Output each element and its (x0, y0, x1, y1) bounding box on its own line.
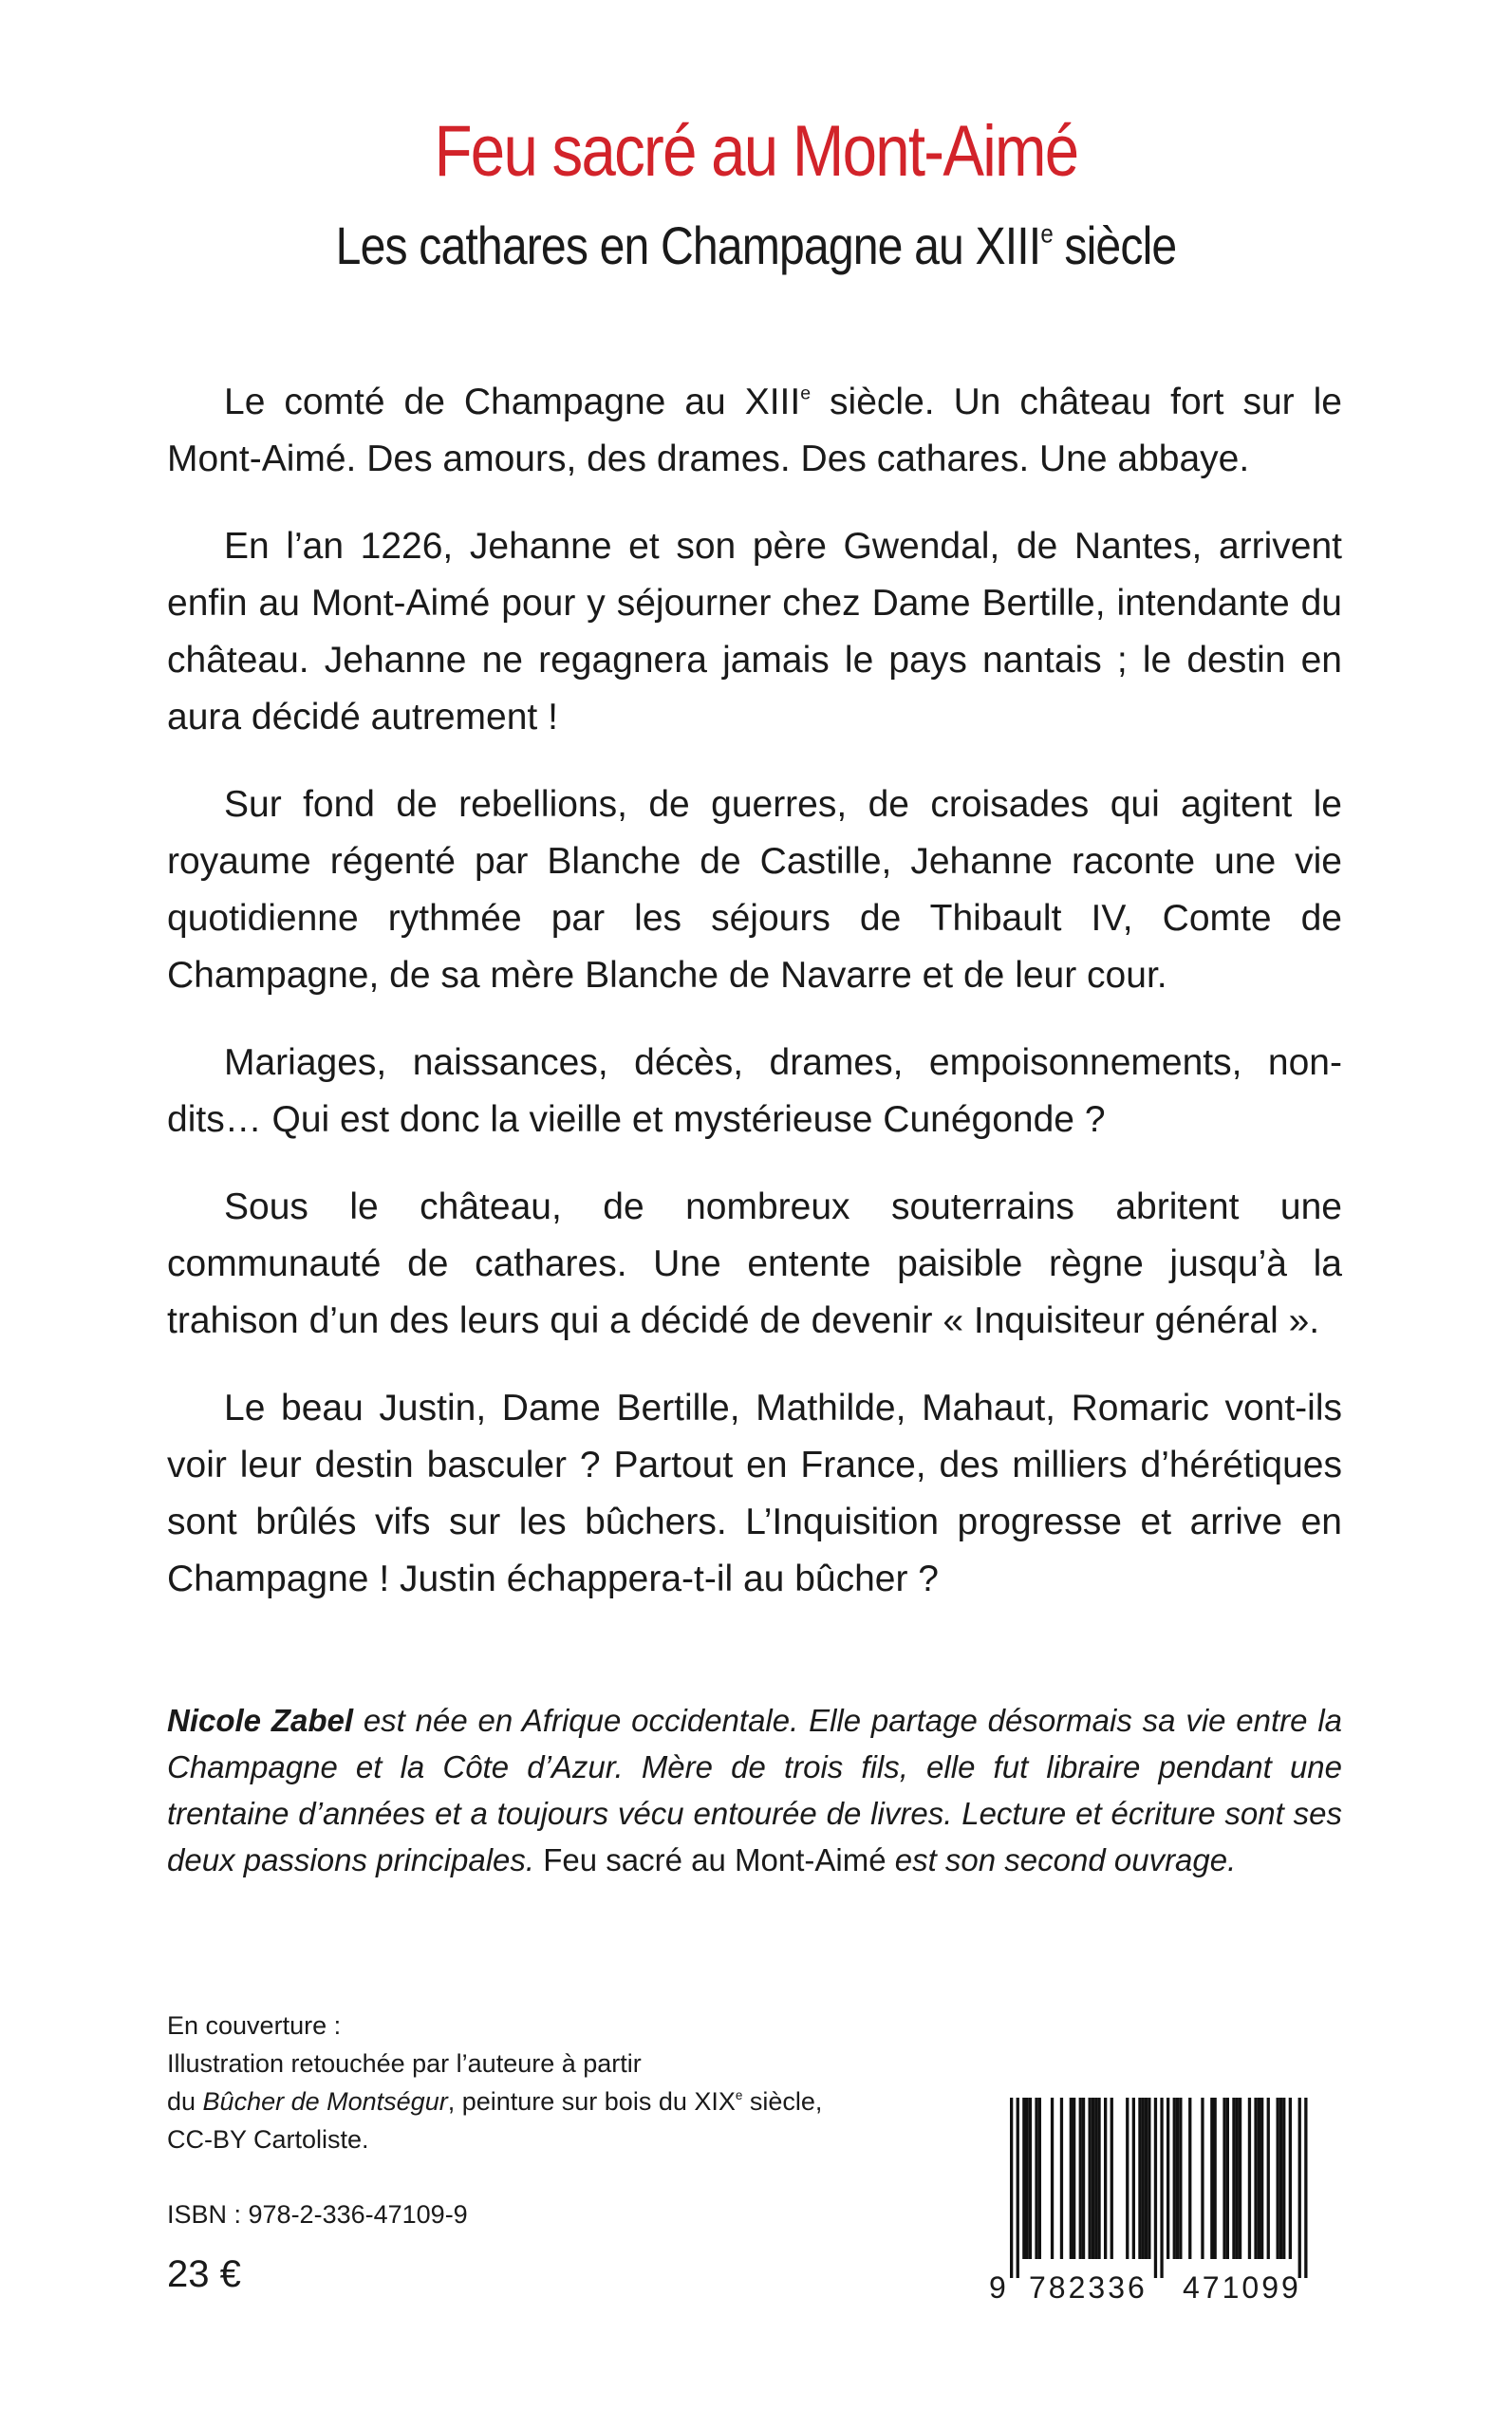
barcode-digits: 9 782336 471099 (989, 2270, 1301, 2305)
barcode-bar (1145, 2098, 1148, 2259)
barcode-bar (1079, 2098, 1082, 2259)
barcode-bar (1236, 2098, 1239, 2259)
blurb-paragraph: Le comté de Champagne au XIIIe siècle. Un château fort sur le Mont-Aimé. Des amours, des drames. Des cathares. Une abbaye. (167, 382, 1342, 479)
barcode-bar (1142, 2098, 1145, 2259)
barcode-bar (1267, 2098, 1270, 2259)
barcode-bar (1176, 2098, 1179, 2259)
barcode-bar (1082, 2098, 1085, 2259)
barcode-bar (1167, 2098, 1169, 2259)
barcode-bar (1201, 2098, 1204, 2259)
blurb-paragraph: Sous le château, de nombreux souterrains abritent une communauté de cathares. Une entente paisible règne jusqu’à la trahison d’un des leurs qui a décidé de devenir « Inquisiteur général ». (167, 1186, 1342, 1341)
barcode-bar (1094, 2098, 1097, 2259)
barcode-bar (1154, 2098, 1157, 2278)
barcode-bar (1138, 2098, 1141, 2259)
barcode-bar (1070, 2098, 1073, 2259)
cover-credits: En couverture : Illustration retouchée par l’auteure à partir du Bûcher de Montségur, peinture sur bois du XIXe siècle, CC-BY Cartoliste. (167, 2011, 823, 2154)
barcode-bar (1282, 2098, 1285, 2259)
barcode-bar (1298, 2098, 1301, 2278)
barcode-bar (1035, 2098, 1037, 2259)
barcode-bar (1304, 2098, 1307, 2278)
back-cover-blurb (167, 374, 1342, 1638)
barcode-bar (1289, 2098, 1292, 2259)
barcode (987, 2098, 1340, 2306)
barcode-bar (1248, 2098, 1251, 2259)
author-bio: Nicole Zabel est née en Afrique occidentale. Elle partage désormais sa vie entre la Champagne et la Côte d’Azur. Mère de trois fils, elle fut libraire pendant une trentaine d’années et a toujours vécu entourée de livres. Lecture et écriture sont ses deux passions principales. Feu sacré au Mont-Aimé est son second ouvrage. (167, 1703, 1343, 1877)
barcode-bar (1232, 2098, 1235, 2259)
barcode-bar (1188, 2098, 1191, 2259)
barcode-bar (1260, 2098, 1263, 2259)
barcode-bar (1051, 2098, 1054, 2259)
blurb-paragraph: En l’an 1226, Jehanne et son père Gwendal, de Nantes, arrivent enfin au Mont-Aimé pour y séjourner chez Dame Bertille, intendante du château. Jehanne ne regagnera jamais le pays nantais ; le destin en aura décidé autrement ! (167, 526, 1342, 738)
barcode-bar (1111, 2098, 1113, 2259)
barcode-bar (1026, 2098, 1029, 2259)
barcode-bar (1277, 2098, 1279, 2259)
barcode-bar (1258, 2098, 1260, 2259)
barcode-bar (1126, 2098, 1129, 2259)
barcode-bars (1010, 2098, 1333, 2278)
barcode-bar (1179, 2098, 1182, 2259)
barcode-bar (1022, 2098, 1025, 2259)
barcode-bar (1173, 2098, 1176, 2259)
barcode-bar (1223, 2098, 1225, 2259)
barcode-bar (1104, 2098, 1107, 2259)
bio-book-title: Feu sacré au Mont-Aimé (543, 1842, 887, 1877)
barcode-bar (1089, 2098, 1092, 2259)
isbn: ISBN : 978-2-336-47109-9 (167, 2200, 468, 2229)
barcode-bar (1214, 2098, 1217, 2259)
author-name: Nicole Zabel (167, 1703, 354, 1738)
blurb-paragraph: Le beau Justin, Dame Bertille, Mathilde, Mahaut, Romaric vont-ils voir leur destin basculer ? Partout en France, des milliers d’hérétiques sont brûlés vifs sur les bûchers. L’Inquisition progresse et arrive en Champagne ! Justin échappera-t-il au bûcher ? (167, 1388, 1342, 1599)
blurb-paragraph: Mariages, naissances, décès, drames, empoisonnements, non-dits… Qui est donc la vieille et mystérieuse Cunégonde ? (167, 1042, 1342, 1140)
barcode-bar (1010, 2098, 1013, 2278)
barcode-bar (1038, 2098, 1041, 2259)
barcode-bar (1029, 2098, 1032, 2259)
blurb-paragraph: Sur fond de rebellions, de guerres, de croisades qui agitent le royaume régenté par Blanche de Castille, Jehanne raconte une vie quotidienne rythmée par les séjours de Thibault IV, Comte de Champagne, de sa mère Blanche de Navarre et de leur cour. (167, 784, 1342, 996)
book-subtitle: Les cathares en Champagne au XIIIe siècle (335, 215, 1177, 275)
barcode-bar (1092, 2098, 1094, 2259)
barcode-bar (1132, 2098, 1135, 2259)
barcode-bar (1017, 2098, 1019, 2278)
barcode-bar (1226, 2098, 1229, 2259)
barcode-bar (1239, 2098, 1241, 2259)
barcode-bar (1160, 2098, 1163, 2278)
barcode-bar (1148, 2098, 1150, 2259)
barcode-bar (1097, 2098, 1100, 2259)
book-title: Feu sacré au Mont-Aimé (434, 111, 1078, 192)
barcode-bar (1279, 2098, 1282, 2259)
barcode-bar (1254, 2098, 1257, 2259)
barcode-bar (1073, 2098, 1075, 2259)
barcode-bar (1210, 2098, 1213, 2259)
barcode-bar (1060, 2098, 1063, 2259)
price: 23 € (167, 2253, 241, 2295)
